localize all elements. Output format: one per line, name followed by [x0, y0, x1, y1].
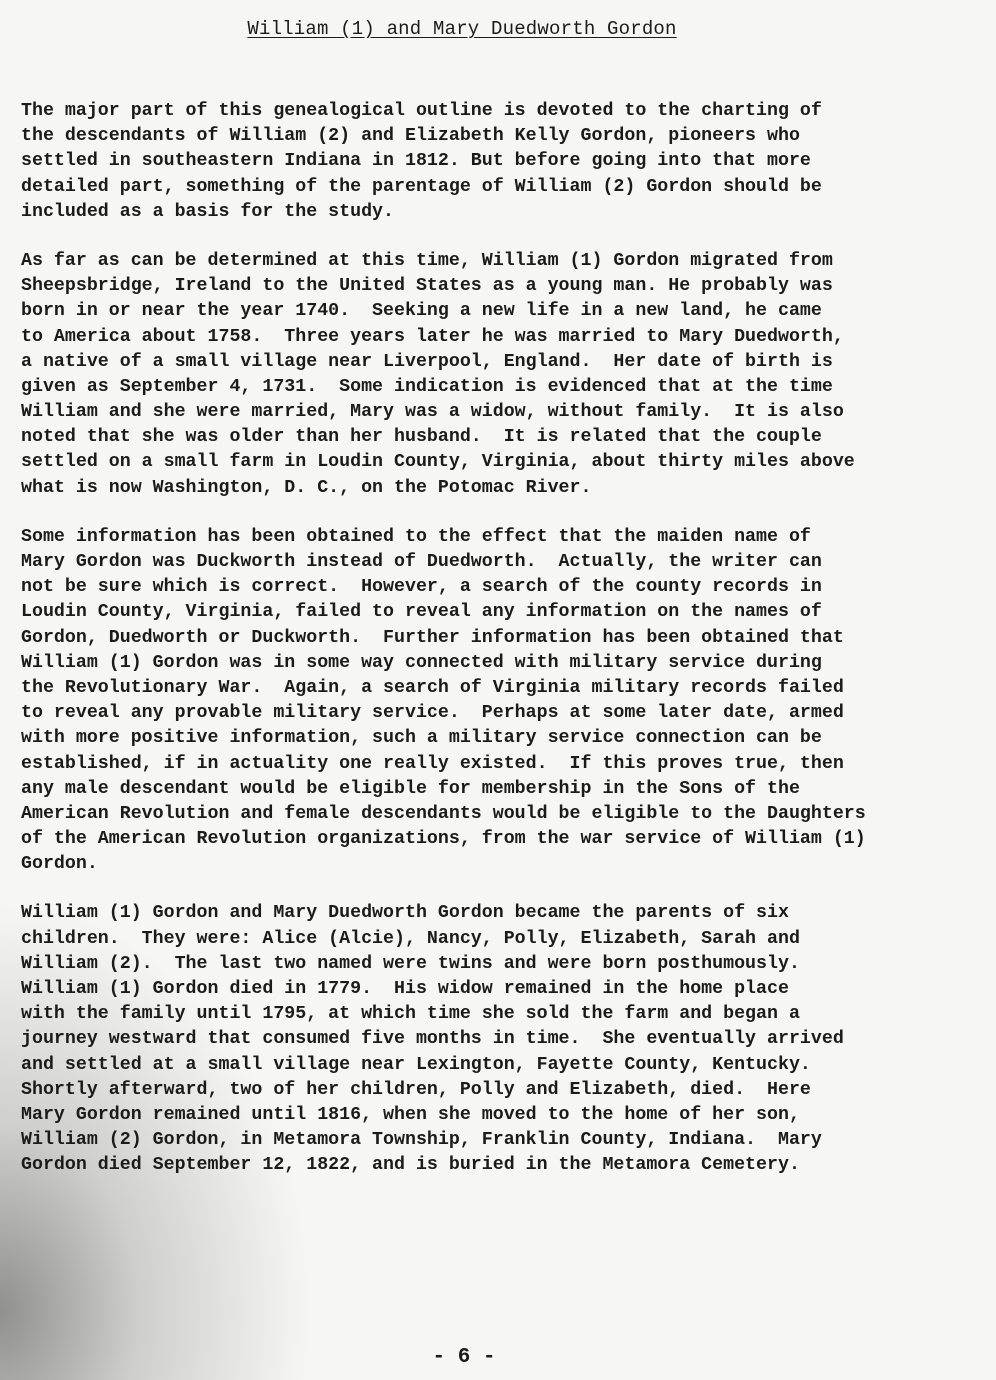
text-line: not be sure which is correct. However, a search of the county records in [21, 577, 822, 598]
page-number: - 6 - [432, 1346, 496, 1369]
text-line: what is now Washington, D. C., on the Potomac River. [21, 477, 592, 498]
text-line: established, if in actuality one really existed. If this proves true, then [21, 753, 844, 774]
paragraph [21, 249, 971, 501]
text-line: with the family until 1795, at which time she sold the farm and began a [21, 1004, 800, 1025]
text-line: Some information has been obtained to the effect that the maiden name of [21, 526, 811, 547]
text-line: William (2) Gordon, in Metamora Township, Franklin County, Indiana. Mary [21, 1130, 822, 1151]
text-line: the descendants of William (2) and Elizabeth Kelly Gordon, pioneers who [21, 126, 800, 147]
text-line: Sheepsbridge, Ireland to the United States as a young man. He probably was [21, 276, 833, 297]
text-line: journey westward that consumed five months in time. She eventually arrived [21, 1029, 844, 1050]
text-line: settled on a small farm in Loudin County, Virginia, about thirty miles above [21, 452, 855, 473]
text-line: the Revolutionary War. Again, a search of Virginia military records failed [21, 677, 844, 698]
text-line: Gordon died September 12, 1822, and is buried in the Metamora Cemetery. [21, 1155, 800, 1176]
text-line: William (1) Gordon and Mary Duedworth Gordon became the parents of six [21, 903, 789, 924]
text-line: to reveal any provable military service. Perhaps at some later date, armed [21, 703, 844, 724]
text-line: Gordon. [21, 854, 98, 875]
text-line: given as September 4, 1731. Some indication is evidenced that at the time [21, 376, 833, 397]
text-line: Gordon, Duedworth or Duckworth. Further information has been obtained that [21, 627, 844, 648]
text-line: and settled at a small village near Lexington, Fayette County, Kentucky. [21, 1054, 811, 1075]
text-line: detailed part, something of the parentage of William (2) Gordon should be [21, 176, 822, 197]
document-body [21, 99, 971, 1203]
text-line: William (2). The last two named were twins and were born posthumously. [21, 953, 800, 974]
paragraph [21, 525, 971, 878]
document-title: William (1) and Mary Duedworth Gordon [247, 18, 677, 40]
text-line: settled in southeastern Indiana in 1812. But before going into that more [21, 151, 811, 172]
text-line: born in or near the year 1740. Seeking a new life in a new land, he came [21, 301, 822, 322]
text-line: The major part of this genealogical outline is devoted to the charting of [21, 101, 822, 121]
text-line: William (1) Gordon was in some way connected with military service during [21, 652, 822, 673]
text-line: of the American Revolution organizations, from the war service of William (1) [21, 829, 866, 850]
text-line: American Revolution and female descendants would be eligible to the Daughters [21, 803, 866, 824]
paragraph [21, 99, 971, 225]
text-line: William and she were married, Mary was a widow, without family. It is also [21, 402, 844, 423]
text-line: to America about 1758. Three years later he was married to Mary Duedworth, [21, 326, 844, 347]
text-line: with more positive information, such a military service connection can be [21, 728, 822, 749]
text-line: Mary Gordon remained until 1816, when she moved to the home of her son, [21, 1104, 800, 1125]
text-line: noted that she was older than her husband. It is related that the couple [21, 427, 822, 448]
text-line: children. They were: Alice (Alcie), Nancy, Polly, Elizabeth, Sarah and [21, 928, 800, 949]
text-line: Mary Gordon was Duckworth instead of Duedworth. Actually, the writer can [21, 552, 822, 572]
paragraph [21, 901, 971, 1178]
text-line: included as a basis for the study. [21, 201, 394, 222]
text-line: Shortly afterward, two of her children, Polly and Elizabeth, died. Here [21, 1079, 811, 1100]
text-line: Loudin County, Virginia, failed to reveal any information on the names of [21, 602, 822, 623]
text-line: a native of a small village near Liverpool, England. Her date of birth is [21, 351, 833, 372]
text-line: As far as can be determined at this time, William (1) Gordon migrated from [21, 250, 833, 271]
text-line: any male descendant would be eligible for membership in the Sons of the [21, 778, 800, 799]
text-line: William (1) Gordon died in 1779. His widow remained in the home place [21, 979, 789, 999]
